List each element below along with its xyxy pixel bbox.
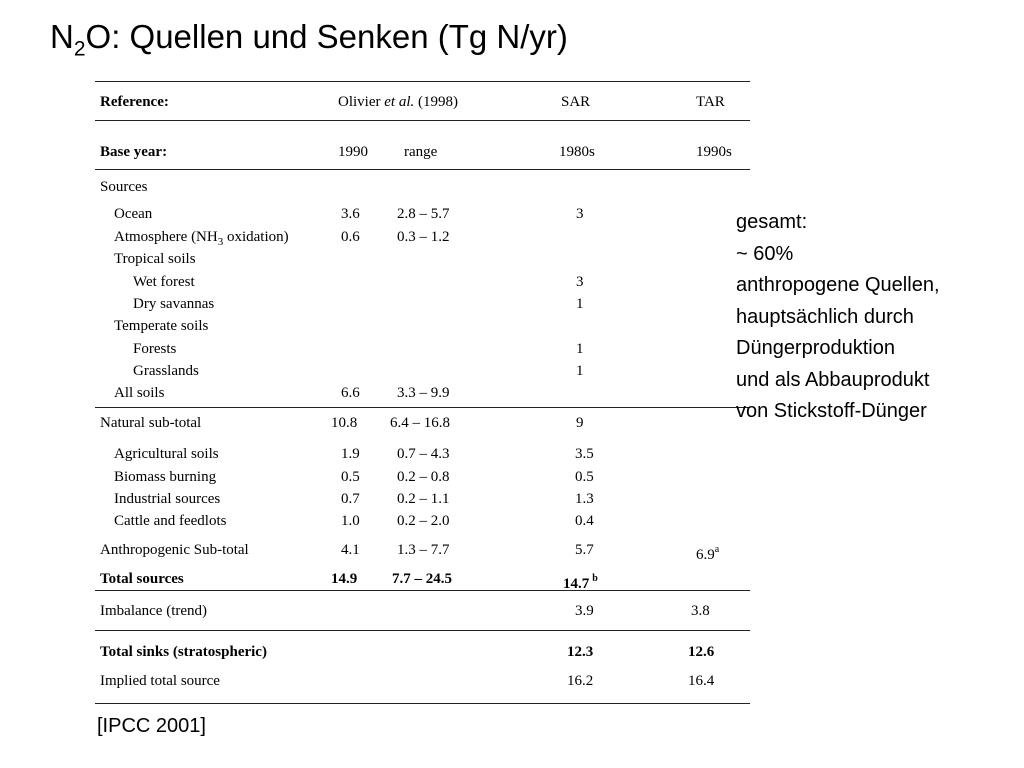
ocean-range: 2.8 – 5.7: [397, 206, 450, 222]
base-year-range: range: [404, 144, 438, 160]
source-citation: [IPCC 2001]: [97, 715, 206, 737]
all-soils-range: 3.3 – 9.9: [397, 385, 450, 401]
natural-subtotal-range: 6.4 – 16.8: [390, 415, 450, 431]
note-line: und als Abbauprodukt: [736, 368, 930, 391]
biomass-burning-value: 0.5: [341, 469, 360, 485]
row-label-natural-subtotal: Natural sub-total: [100, 415, 202, 431]
page-title: $N_2O$: Quellen und Senken (Tg N/yr): [50, 18, 568, 61]
wet-forest-sar: 3: [576, 274, 584, 290]
row-label-industrial-sources: Industrial sources: [114, 491, 221, 507]
row-label-wet-forest: Wet forest: [133, 274, 195, 290]
biomass-burning-sar: 0.5: [575, 469, 594, 485]
row-label-ocean: Ocean: [114, 206, 153, 222]
total-sources-range: 7.7 – 24.5: [392, 571, 452, 587]
note-line: ~ 60%: [736, 242, 794, 265]
row-label-biomass-burning: Biomass burning: [114, 469, 217, 485]
implied-total-source-tar: 16.4: [688, 673, 715, 689]
anthropogenic-subtotal-tar: 6.9$^a$: [696, 544, 720, 563]
sources-label: Sources: [100, 179, 148, 195]
cattle-feedlots-range: 0.2 – 2.0: [397, 513, 450, 529]
note-line: gesamt:: [736, 211, 808, 233]
industrial-sources-sar: 1.3: [575, 491, 594, 507]
agricultural-soils-value: 1.9: [341, 446, 360, 462]
reference-label: Reference:: [100, 94, 169, 110]
ocean-value: 3.6: [341, 206, 360, 222]
total-sinks-tar: 12.6: [688, 644, 715, 660]
row-label-anthropogenic-subtotal: Anthropogenic Sub-total: [100, 542, 249, 558]
row-label-temperate-soils: Temperate soils: [114, 318, 209, 334]
note-line: anthropogene Quellen,: [736, 274, 940, 296]
table-rule: [95, 169, 750, 170]
grasslands-sar: 1: [576, 363, 584, 379]
base-year-tar: 1990s: [696, 144, 732, 160]
row-label-dry-savannas: Dry savannas: [133, 296, 215, 312]
note-line: Düngerproduktion: [736, 337, 895, 359]
agricultural-soils-range: 0.7 – 4.3: [397, 446, 450, 462]
anthropogenic-subtotal-range: 1.3 – 7.7: [397, 542, 450, 558]
anthropogenic-subtotal-sar: 5.7: [575, 542, 594, 558]
row-label-cattle-feedlots: Cattle and feedlots: [114, 513, 227, 529]
forests-sar: 1: [576, 341, 584, 357]
table-rule-bottom: [95, 703, 750, 704]
table-rule-top: [95, 81, 750, 82]
total-sources-sar: 14.7 $^b$: [563, 573, 598, 592]
imbalance-tar: 3.8: [691, 603, 710, 619]
row-label-imbalance: Imbalance (trend): [100, 603, 208, 619]
industrial-sources-value: 0.7: [341, 491, 360, 507]
annotation-note: [736, 207, 940, 428]
row-label-forests: Forests: [133, 341, 177, 357]
industrial-sources-range: 0.2 – 1.1: [397, 491, 450, 507]
cattle-feedlots-value: 1.0: [341, 513, 360, 529]
natural-subtotal-sar: 9: [576, 415, 584, 431]
table-rule: [95, 590, 750, 591]
atmosphere-value: 0.6: [341, 229, 360, 245]
footnote-marker-a: a: [714, 544, 720, 555]
row-label-grasslands: Grasslands: [133, 363, 199, 379]
base-year-olivier: 1990: [338, 144, 368, 160]
row-label-agricultural-soils: Agricultural soils: [114, 446, 219, 462]
table-rule: [95, 407, 750, 408]
footnote-marker-b: b: [592, 573, 598, 584]
note-line: von Stickstoff-Dünger: [736, 400, 927, 422]
all-soils-value: 6.6: [341, 385, 360, 401]
natural-subtotal-value: 10.8: [331, 415, 358, 431]
total-sources-value: 14.9: [331, 571, 358, 587]
base-year-sar: 1980s: [559, 144, 595, 160]
base-year-label: Base year:: [100, 144, 168, 160]
ocean-sar: 3: [576, 206, 584, 222]
reference-tar: TAR: [696, 94, 725, 110]
atmosphere-range: 0.3 – 1.2: [397, 229, 450, 245]
reference-olivier: Olivier et al. (1998): [338, 94, 458, 110]
cattle-feedlots-sar: 0.4: [575, 513, 594, 529]
reference-sar: SAR: [561, 94, 591, 110]
row-label-atmosphere: Atmosphere ($NH_3$ oxidation): [114, 229, 289, 248]
imbalance-sar: 3.9: [575, 603, 594, 619]
row-label-implied-total-source: Implied total source: [100, 673, 220, 689]
row-label-total-sources: Total sources: [100, 571, 184, 587]
row-label-tropical-soils: Tropical soils: [114, 251, 196, 267]
dry-savannas-sar: 1: [576, 296, 584, 312]
biomass-burning-range: 0.2 – 0.8: [397, 469, 450, 485]
anthropogenic-subtotal-value: 4.1: [341, 542, 360, 558]
implied-total-source-sar: 16.2: [567, 673, 594, 689]
row-label-total-sinks: Total sinks (stratospheric): [100, 644, 267, 660]
row-label-all-soils: All soils: [114, 385, 165, 401]
note-line: hauptsächlich durch: [736, 305, 914, 328]
table-rule: [95, 630, 750, 631]
title-subscript: 2: [73, 37, 86, 61]
n2o-budget-table: [95, 81, 750, 705]
total-sinks-sar: 12.3: [567, 644, 594, 660]
table-rule: [95, 120, 750, 121]
agricultural-soils-sar: 3.5: [575, 446, 594, 462]
